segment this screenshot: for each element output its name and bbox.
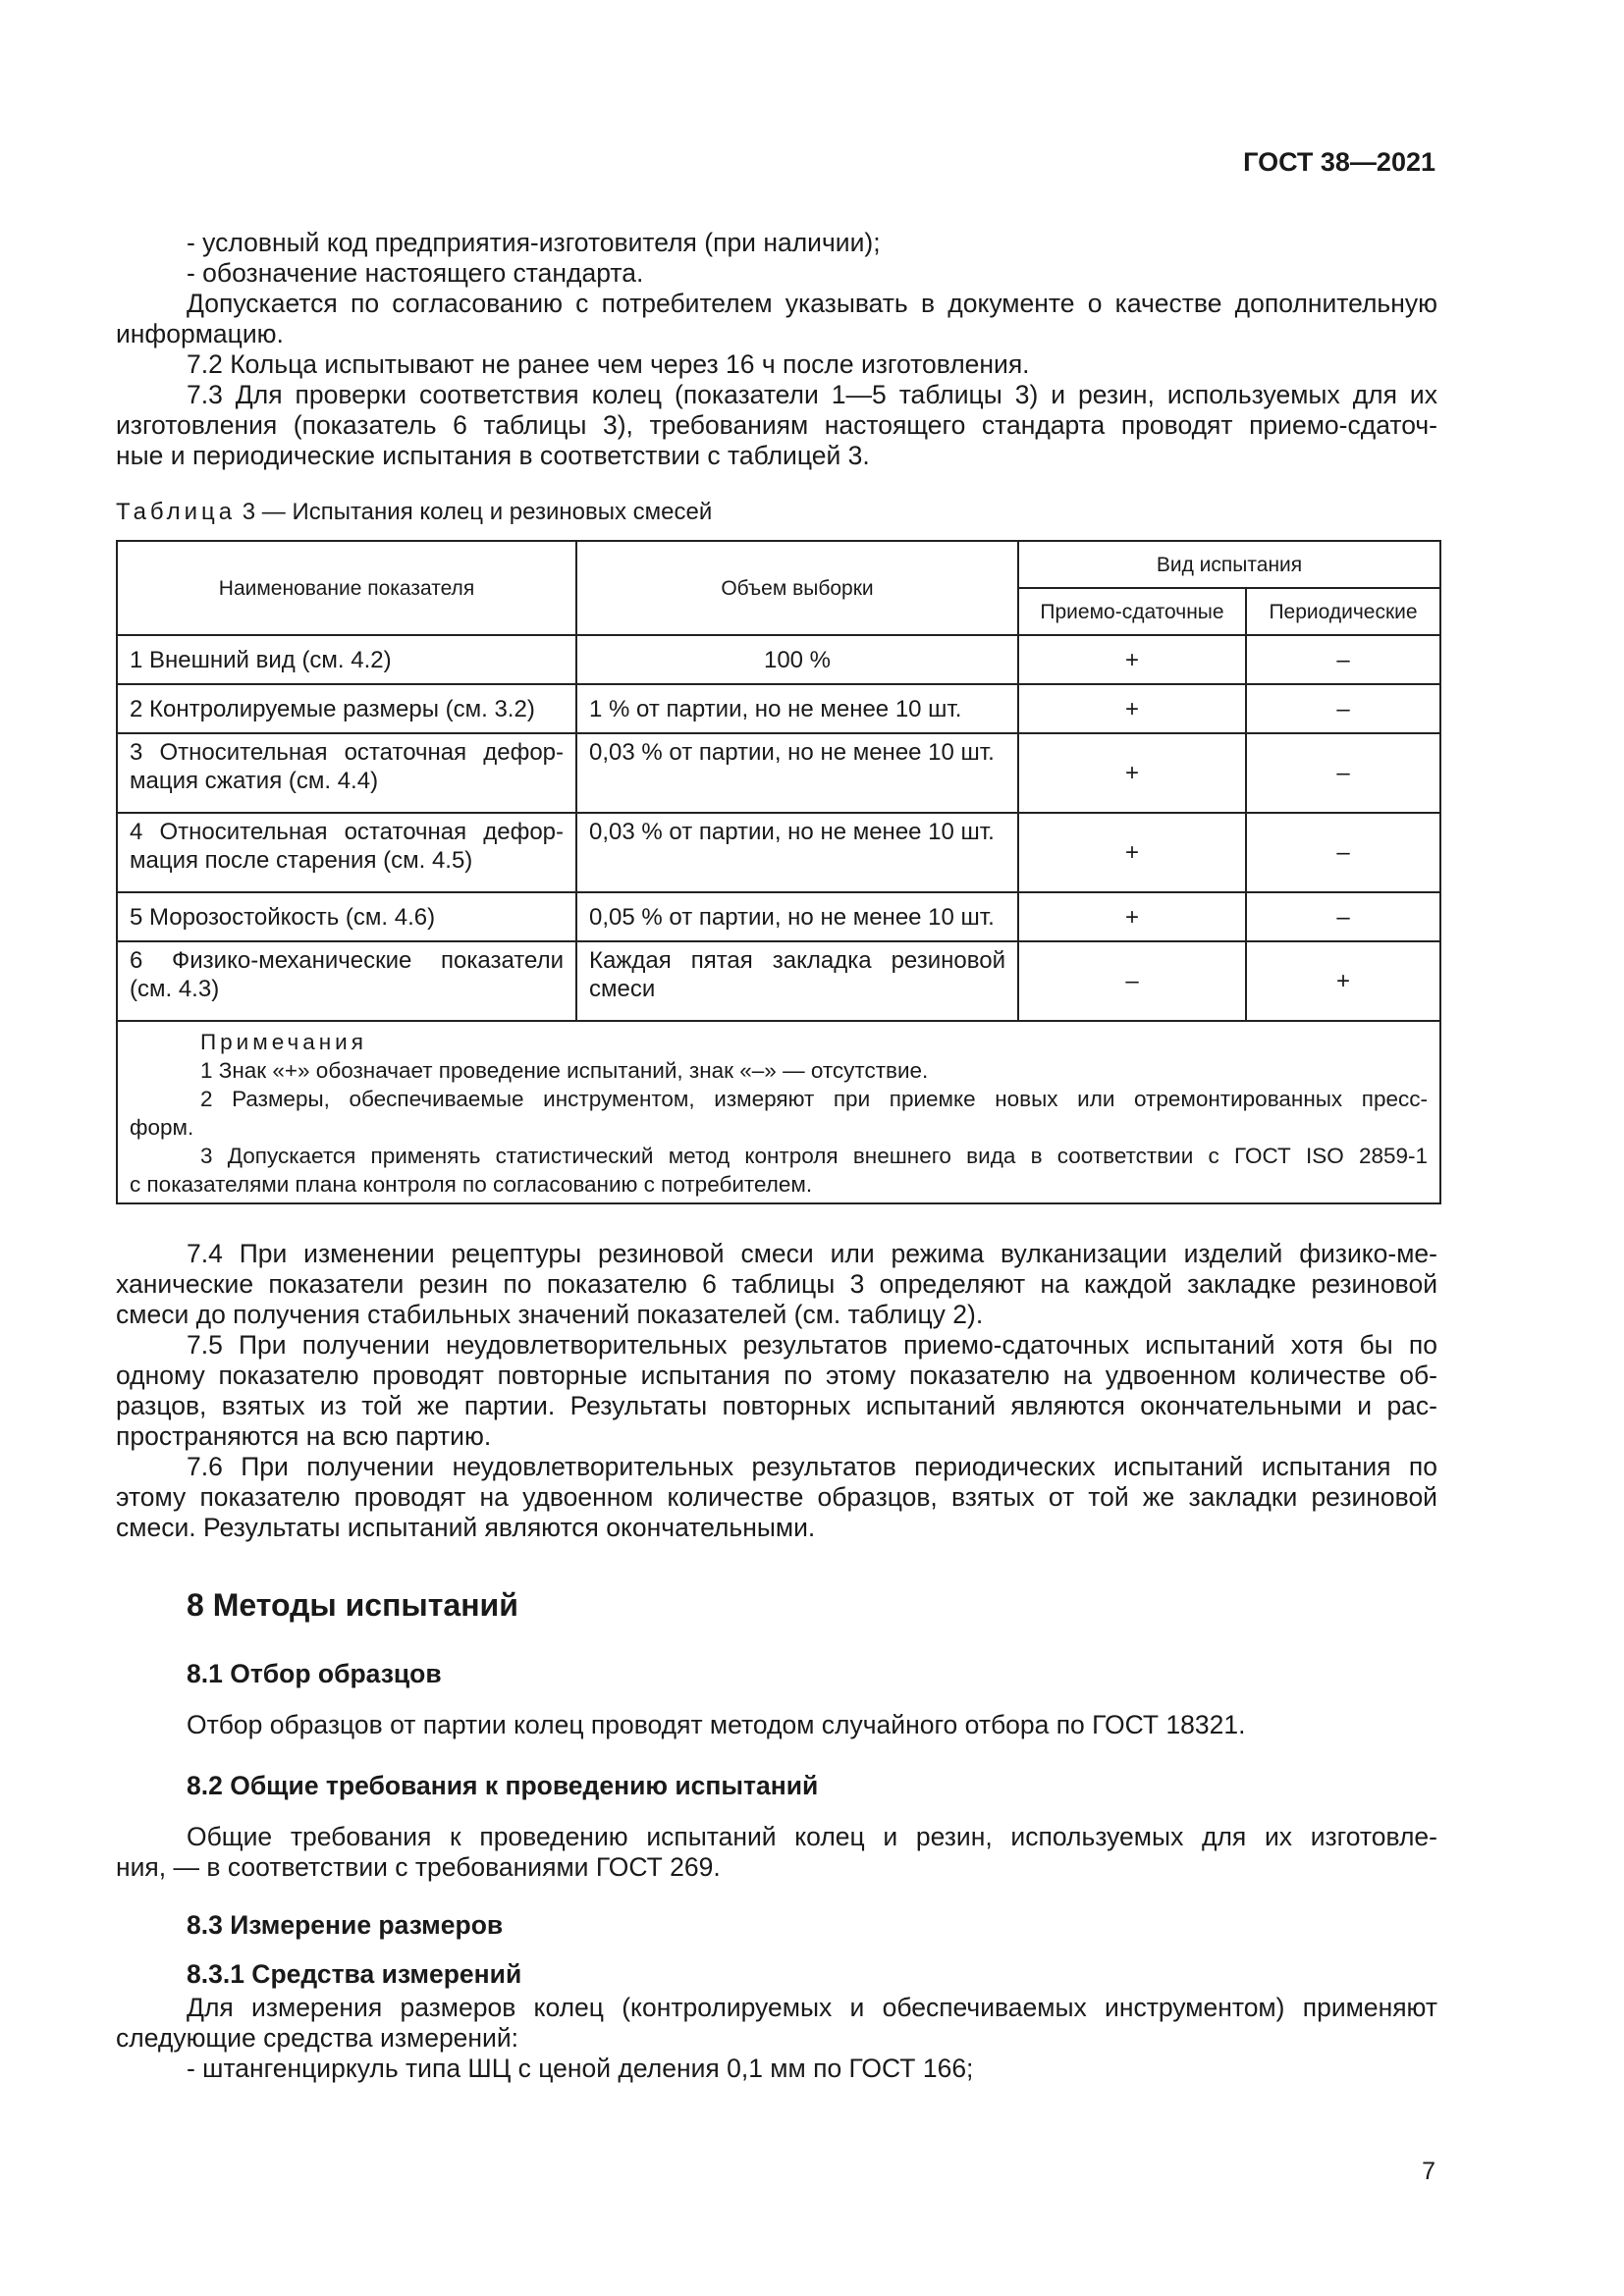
note-2-line: 2 Размеры, обеспечиваемые инструментом, измеряют при приемке новых или отремонтированных пресс- bbox=[200, 1087, 1429, 1111]
paragraph-line: Допускается по согласованию с потребителем указывать в документе о качестве дополнительную bbox=[187, 289, 1437, 318]
paragraph-line: информацию. bbox=[116, 319, 284, 348]
cell-sample: 0,03 % от партии, но не менее 10 шт. bbox=[576, 813, 1018, 892]
clause-7-2: 7.2 Кольца испытывают не ранее чем через 16 ч после изготовления. bbox=[187, 349, 1030, 379]
note-1: 1 Знак «+» обозначает проведение испытаний, знак «–» — отсутствие. bbox=[200, 1058, 929, 1083]
cell-name: 1 Внешний вид (см. 4.2) bbox=[117, 635, 576, 684]
table-notes bbox=[117, 1021, 1440, 1203]
document-code: ГОСТ 38—2021 bbox=[1243, 147, 1435, 177]
cell-periodic: – bbox=[1246, 733, 1440, 813]
cell-sample: 1 % от партии, но не менее 10 шт. bbox=[576, 684, 1018, 733]
cell-periodic: – bbox=[1246, 635, 1440, 684]
section-8-1-text: Отбор образцов от партии колец проводят методом случайного отбора по ГОСТ 18321. bbox=[187, 1710, 1246, 1739]
cell-name: 4 Относительная остаточная дефор- мация после старения (см. 4.5) bbox=[117, 813, 576, 892]
note-3-line: 3 Допускается применять статистический метод контроля внешнего вида в соответствии с ГОСТ ISO 2859-1 bbox=[200, 1144, 1429, 1168]
header-sample: Объем выборки bbox=[576, 541, 1018, 635]
cell-periodic: – bbox=[1246, 813, 1440, 892]
clause-7-4-line: ханические показатели резин по показателю 6 таблицы 3 определяют на каждой закладке резиновой bbox=[116, 1269, 1437, 1299]
list-item: - обозначение настоящего стандарта. bbox=[187, 258, 644, 288]
cell-acceptance: + bbox=[1018, 892, 1246, 941]
header-name: Наименование показателя bbox=[117, 541, 576, 635]
section-8-2-line: ния, — в соответствии с требованиями ГОСТ 269. bbox=[116, 1852, 721, 1882]
clause-7-4-line: смеси до получения стабильных значений показателей (см. таблицу 2). bbox=[116, 1300, 984, 1329]
cell-sample: 0,03 % от партии, но не менее 10 шт. bbox=[576, 733, 1018, 813]
tests-table bbox=[116, 540, 1441, 1204]
section-8-3-1-title: 8.3.1 Средства измерений bbox=[187, 1959, 522, 1989]
notes-title: Примечания bbox=[200, 1030, 367, 1054]
list-item: - штангенциркуль типа ШЦ с ценой деления 0,1 мм по ГОСТ 166; bbox=[187, 2054, 974, 2083]
table-caption bbox=[116, 499, 712, 526]
section-8-2-title: 8.2 Общие требования к проведению испытаний bbox=[187, 1771, 819, 1800]
section-8-3-1-line: следующие средства измерений: bbox=[116, 2023, 519, 2053]
cell-periodic: + bbox=[1246, 941, 1440, 1021]
cell-acceptance: + bbox=[1018, 635, 1246, 684]
list-item: - условный код предприятия-изготовителя (при наличии); bbox=[187, 228, 881, 257]
cell-sample: 100 % bbox=[576, 635, 1018, 684]
header-acceptance: Приемо-сдаточные bbox=[1018, 588, 1246, 635]
clause-7-4-line: 7.4 При изменении рецептуры резиновой смеси или режима вулканизации изделий физико-ме- bbox=[187, 1239, 1437, 1268]
table-row bbox=[117, 635, 1440, 684]
cell-periodic: – bbox=[1246, 892, 1440, 941]
clause-7-6-line: 7.6 При получении неудовлетворительных результатов периодических испытаний испытания по bbox=[187, 1452, 1437, 1481]
cell-periodic: – bbox=[1246, 684, 1440, 733]
clause-7-5-line: пространяются на всю партию. bbox=[116, 1421, 492, 1451]
section-8-3-title: 8.3 Измерение размеров bbox=[187, 1910, 504, 1940]
section-8-2-line: Общие требования к проведению испытаний колец и резин, используемых для их изготовле- bbox=[187, 1822, 1437, 1851]
page-number: 7 bbox=[1422, 2158, 1435, 2185]
table-caption-text: 3 — Испытания колец и резиновых смесей bbox=[236, 499, 713, 525]
clause-7-5-line: разцов, взятых из той же партии. Результаты повторных испытаний являются окончательными и рас- bbox=[116, 1391, 1437, 1420]
clause-7-3-line: ные и периодические испытания в соответствии с таблицей 3. bbox=[116, 441, 870, 470]
table-row bbox=[117, 892, 1440, 941]
cell-acceptance: – bbox=[1018, 941, 1246, 1021]
table-row bbox=[117, 733, 1440, 813]
cell-acceptance: + bbox=[1018, 684, 1246, 733]
cell-name: 6 Физико-механические показатели (см. 4.3) bbox=[117, 941, 576, 1021]
section-8-1-title: 8.1 Отбор образцов bbox=[187, 1659, 442, 1688]
cell-name: 3 Относительная остаточная дефор- мация сжатия (см. 4.4) bbox=[117, 733, 576, 813]
cell-sample: Каждая пятая закладка резиновой смеси bbox=[576, 941, 1018, 1021]
section-8-title: 8 Методы испытаний bbox=[187, 1587, 518, 1623]
note-2-line: форм. bbox=[130, 1115, 194, 1140]
cell-name: 5 Морозостойкость (см. 4.6) bbox=[117, 892, 576, 941]
clause-7-3-line: 7.3 Для проверки соответствия колец (показатели 1—5 таблицы 3) и резин, используемых для их bbox=[187, 380, 1437, 409]
header-test-type: Вид испытания bbox=[1018, 541, 1440, 588]
table-notes-row bbox=[117, 1021, 1440, 1203]
note-3-line: с показателями плана контроля по согласованию с потребителем. bbox=[130, 1172, 813, 1197]
table-caption-label: Таблица bbox=[116, 499, 237, 525]
cell-name: 2 Контролируемые размеры (см. 3.2) bbox=[117, 684, 576, 733]
clause-7-5-line: 7.5 При получении неудовлетворительных результатов приемо-сдаточных испытаний хотя бы по bbox=[187, 1330, 1437, 1360]
table-row bbox=[117, 941, 1440, 1021]
cell-acceptance: + bbox=[1018, 733, 1246, 813]
clause-7-6-line: этому показателю проводят на удвоенном количестве образцов, взятых от той же закладки резиновой bbox=[116, 1482, 1437, 1512]
clause-7-3-line: изготовления (показатель 6 таблицы 3), требованиям настоящего стандарта проводят приемо-сдаточ- bbox=[116, 410, 1437, 440]
cell-acceptance: + bbox=[1018, 813, 1246, 892]
header-periodic: Периодические bbox=[1246, 588, 1440, 635]
clause-7-5-line: одному показателю проводят повторные испытания по этому показателю на удвоенном количестве об- bbox=[116, 1361, 1437, 1390]
cell-sample: 0,05 % от партии, но не менее 10 шт. bbox=[576, 892, 1018, 941]
clause-7-6-line: смеси. Результаты испытаний являются окончательными. bbox=[116, 1513, 816, 1542]
table-row bbox=[117, 684, 1440, 733]
table-row bbox=[117, 813, 1440, 892]
section-8-3-1-line: Для измерения размеров колец (контролируемых и обеспечиваемых инструментом) применяют bbox=[187, 1993, 1437, 2022]
